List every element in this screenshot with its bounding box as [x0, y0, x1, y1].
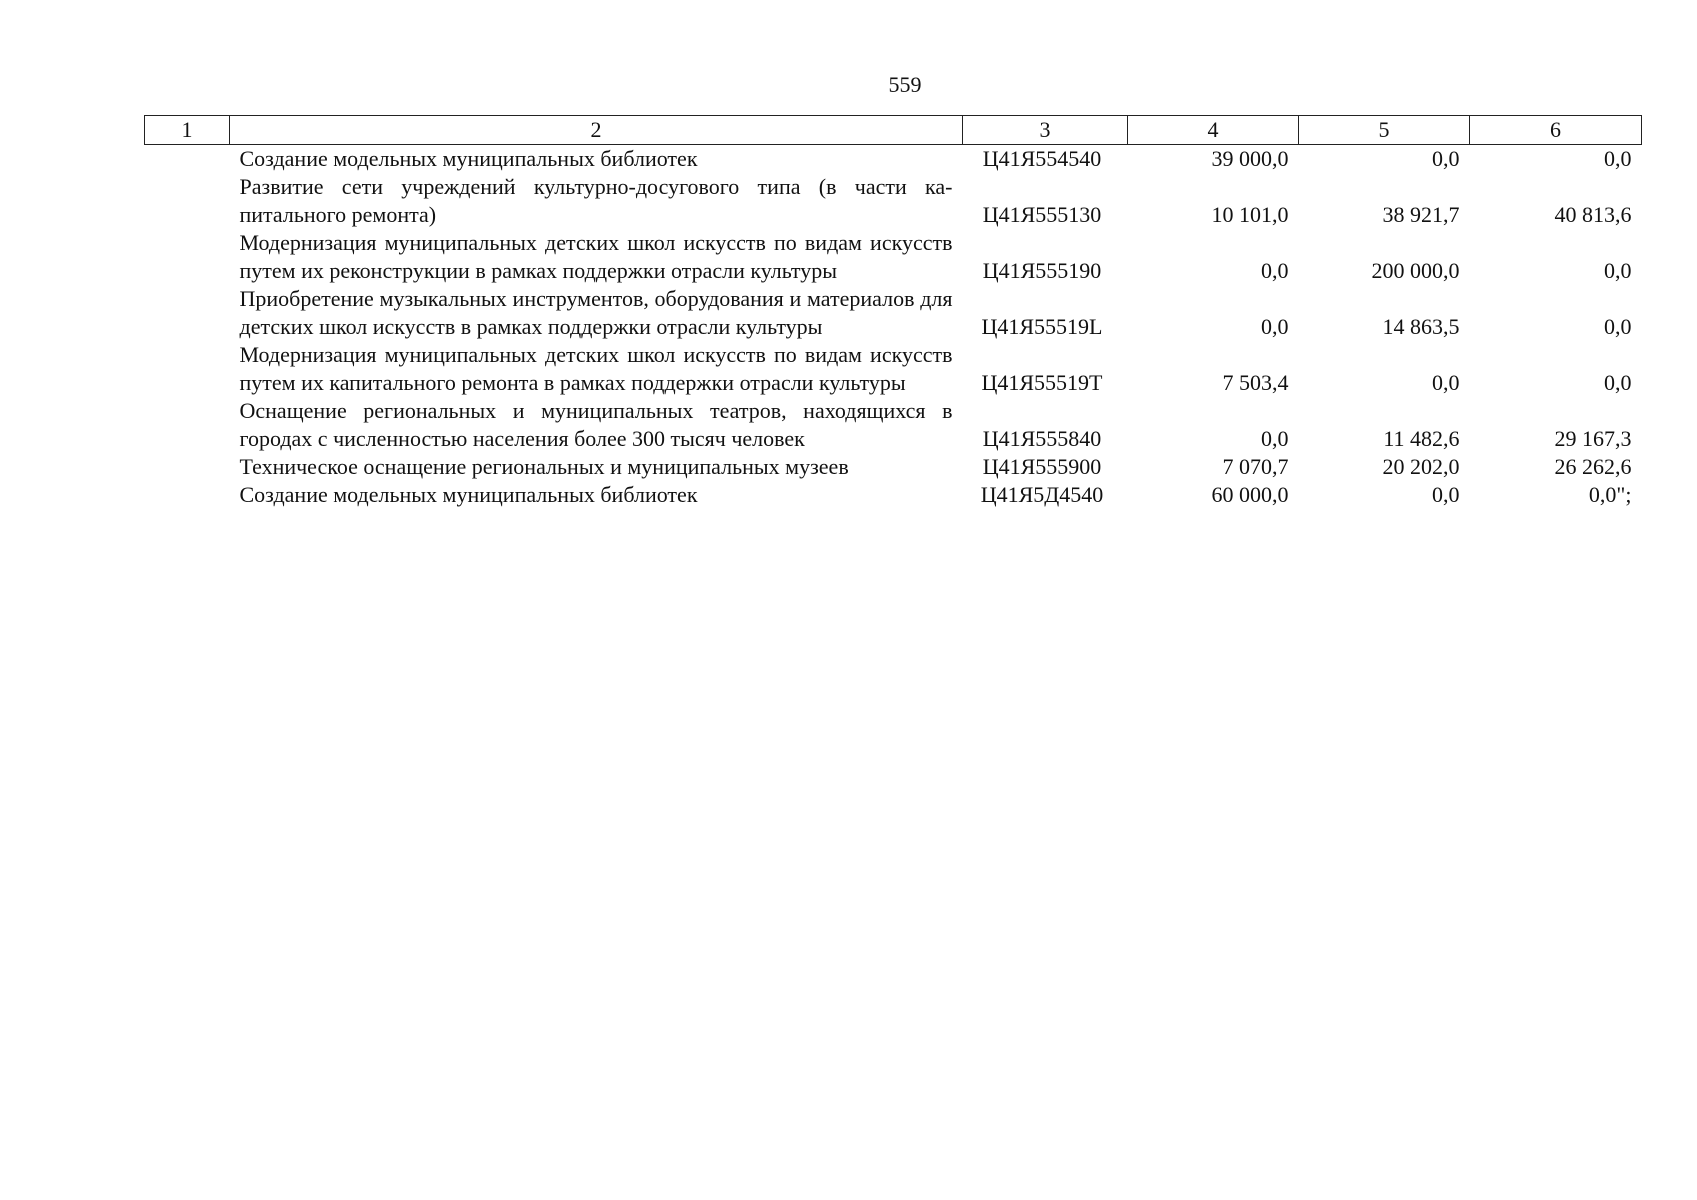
item-code: Ц41Я555130 [982, 202, 1102, 227]
table-body [145, 145, 1642, 510]
value-col-5: 200 000,0 [1371, 258, 1460, 283]
item-code: Ц41Я55519Т [981, 370, 1103, 395]
row-number-cell [145, 397, 230, 453]
item-name: Приобретение музыкальных инструментов, оборудования и материалов для детских школ искусств в рамках поддержки отрасли культуры [239, 286, 953, 339]
table-row [145, 145, 1642, 174]
value-col-6: 29 167,3 [1554, 426, 1632, 451]
row-number-cell [145, 453, 230, 481]
item-name: Создание модельных муниципальных библиотек [239, 482, 698, 507]
header-col-6: 6 [1470, 116, 1642, 145]
item-code: Ц41Я555840 [982, 426, 1102, 451]
budget-table [144, 115, 1642, 509]
value-col-5: 0,0 [1432, 146, 1460, 171]
header-col-3: 3 [963, 116, 1128, 145]
item-code: Ц41Я555190 [982, 258, 1102, 283]
value-col-4: 60 000,0 [1211, 482, 1289, 507]
value-col-6: 0,0 [1604, 314, 1632, 339]
header-row [145, 116, 1642, 145]
table-header [145, 116, 1642, 145]
table-row [145, 453, 1642, 481]
item-code: Ц41Я554540 [982, 146, 1102, 171]
row-number-cell [145, 145, 230, 174]
value-col-4: 10 101,0 [1211, 202, 1289, 227]
item-code: Ц41Я55519L [981, 314, 1103, 339]
row-number-cell [145, 481, 230, 509]
row-number-cell [145, 341, 230, 397]
row-number-cell [145, 229, 230, 285]
item-name: Развитие сети учреждений культурно-досугового типа (в части капитального ремонта) [239, 174, 953, 227]
value-col-4: 39 000,0 [1211, 146, 1289, 171]
value-col-6: 26 262,6 [1554, 454, 1632, 479]
item-code: Ц41Я5Д4540 [980, 482, 1104, 507]
header-col-4: 4 [1128, 116, 1299, 145]
value-col-4: 0,0 [1261, 258, 1289, 283]
value-col-6: 40 813,6 [1554, 202, 1632, 227]
table-row [145, 341, 1642, 397]
value-col-5: 14 863,5 [1382, 314, 1460, 339]
value-col-6: 0,0 [1604, 370, 1632, 395]
table-row [145, 285, 1642, 341]
value-col-6: 0,0 [1604, 258, 1632, 283]
value-col-4: 7 070,7 [1222, 454, 1289, 479]
table-row [145, 481, 1642, 509]
value-col-5: 0,0 [1432, 482, 1460, 507]
value-col-5: 11 482,6 [1383, 426, 1460, 451]
item-name: Оснащение региональных и муниципальных театров, находящихся в городах с численностью населения более 300 тысяч человек [239, 398, 953, 451]
table-row [145, 229, 1642, 285]
item-name: Создание модельных муниципальных библиотек [239, 146, 698, 171]
table-row [145, 173, 1642, 229]
header-col-1: 1 [145, 116, 230, 145]
value-col-4: 7 503,4 [1222, 370, 1289, 395]
item-code: Ц41Я555900 [982, 454, 1102, 479]
value-col-4: 0,0 [1261, 314, 1289, 339]
value-col-5: 0,0 [1432, 370, 1460, 395]
value-col-5: 20 202,0 [1382, 454, 1460, 479]
value-col-6: 0,0 [1604, 146, 1632, 171]
value-col-4: 0,0 [1261, 426, 1289, 451]
header-col-5: 5 [1299, 116, 1470, 145]
page-number: 559 [888, 72, 922, 97]
item-name: Техническое оснащение региональных и муниципальных музеев [239, 454, 849, 479]
item-name: Модернизация муниципальных детских школ искусств по видам искусств путем их реконструкции в рамках поддержки отрасли культуры [239, 230, 953, 283]
item-name: Модернизация муниципальных детских школ искусств по видам искусств путем их капитального ремонта в рамках поддержки отрасли культуры [239, 342, 953, 395]
value-col-5: 38 921,7 [1382, 202, 1460, 227]
row-number-cell [145, 285, 230, 341]
value-col-6: 0,0"; [1588, 482, 1632, 507]
header-col-2: 2 [230, 116, 963, 145]
table-row [145, 397, 1642, 453]
row-number-cell [145, 173, 230, 229]
